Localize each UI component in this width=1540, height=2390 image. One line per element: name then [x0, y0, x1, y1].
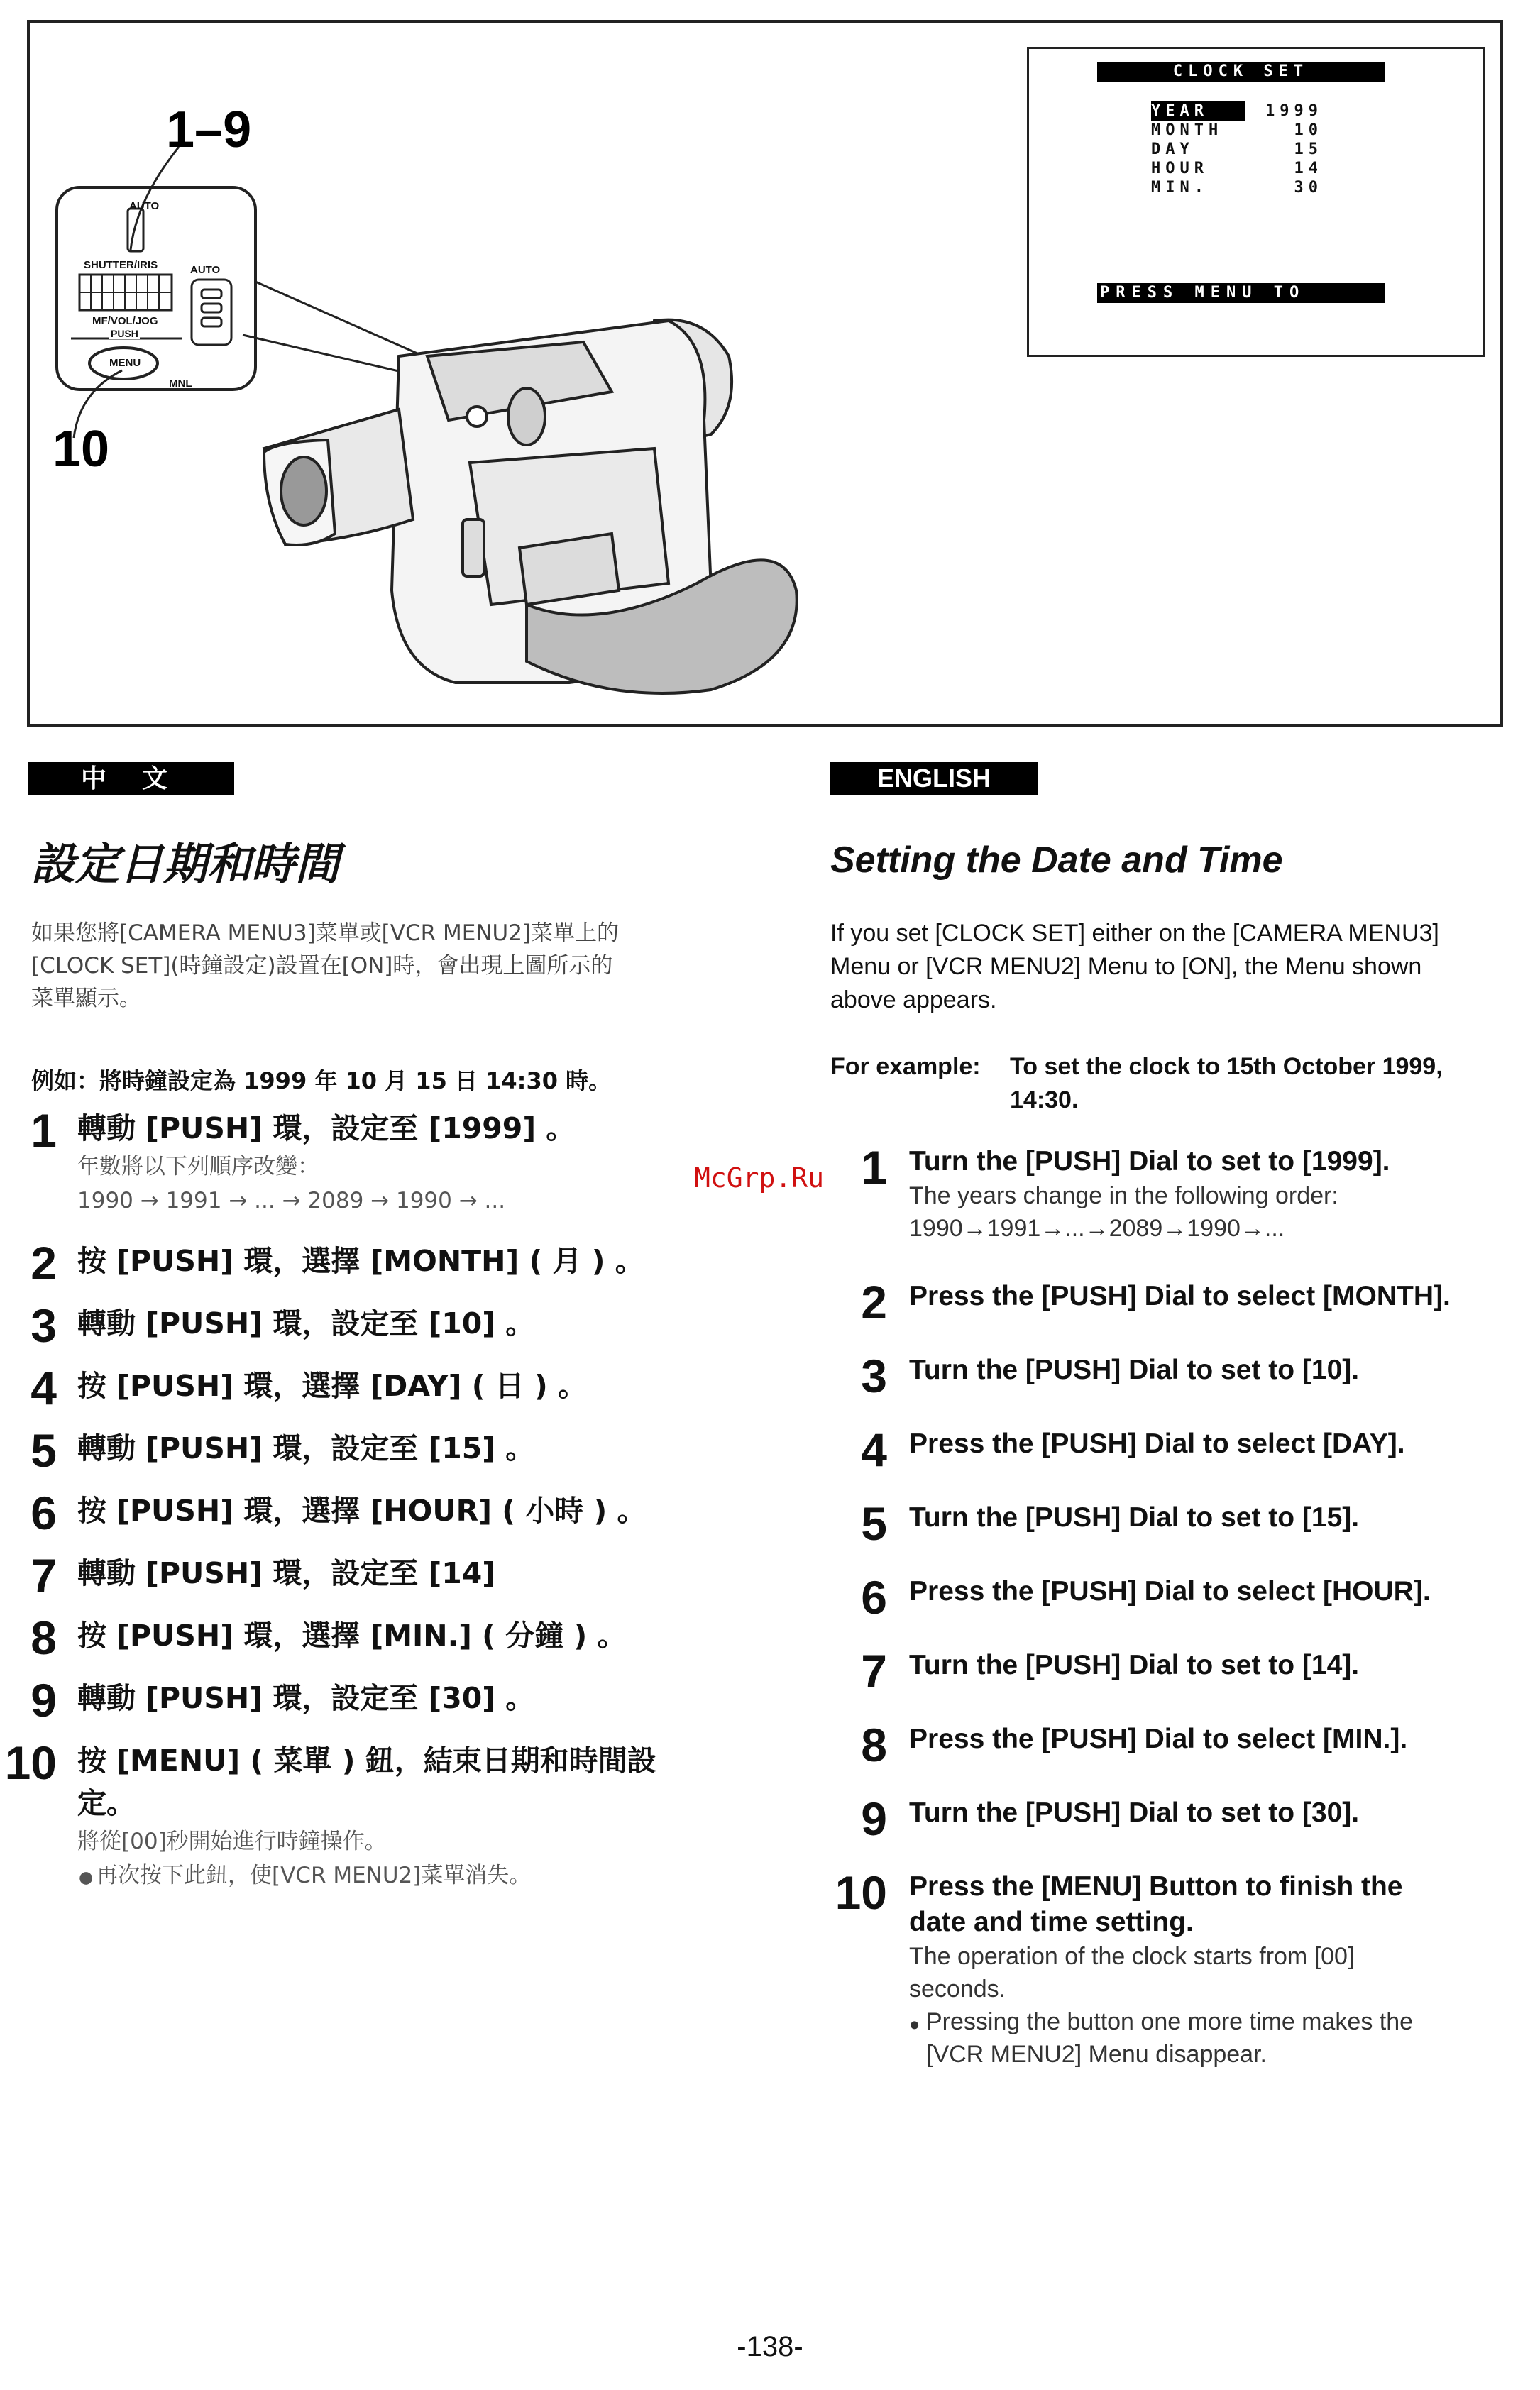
chinese-step-5: [1, 1424, 711, 1489]
step-text: 轉動 [PUSH] 環，設定至 [1999] 。: [77, 1111, 576, 1145]
step-number: 1: [861, 1141, 887, 1194]
chinese-intro: [31, 917, 619, 1015]
step-text: Press the [PUSH] Dial to select [MONTH].: [909, 1281, 1451, 1311]
step-note: The operation of the clock starts from [00]: [909, 1943, 1355, 1970]
step-note: 年數將以下列順序改變：: [77, 1154, 319, 1179]
chinese-intro-line-1: 如果您將[CAMERA MENU3]菜單或[VCR MENU2]菜單上的: [31, 920, 620, 946]
step-number: 10: [4, 1736, 57, 1789]
label-mnl: MNL: [169, 378, 192, 390]
step-text: Press the [PUSH] Dial to select [HOUR].: [909, 1576, 1431, 1607]
step-note: 1990→1991→...→2089→1990→...: [909, 1215, 1285, 1242]
chinese-intro-line-3: 菜單顯示。: [31, 986, 141, 1011]
step-bullet: ● Pressing the button one more time makes the: [926, 2005, 1526, 2038]
watermark-text: McGrp.Ru: [694, 1162, 825, 1194]
english-example: [830, 1050, 1443, 1117]
lcd-row-month: [1151, 121, 1323, 140]
english-step-10: [830, 1866, 1526, 2071]
step-bullet-continuation: [VCR MENU2] Menu disappear.: [926, 2041, 1267, 2068]
lcd-row-year: [1151, 101, 1323, 121]
step-note: seconds.: [909, 1976, 1006, 2003]
lcd-value-hour: 14: [1294, 160, 1323, 177]
english-step-7: [830, 1645, 1526, 1722]
step-number: 1: [31, 1104, 57, 1157]
english-intro-line-2: Menu or [VCR MENU2] Menu to [ON], the Menu shown: [830, 953, 1422, 980]
step-note: 1990 → 1991 → ... → 2089 → 1990 → ...: [77, 1188, 506, 1213]
step-number: 3: [31, 1299, 57, 1352]
label-menu: MENU: [109, 357, 141, 369]
lcd-label-day: DAY: [1151, 141, 1194, 158]
chinese-intro-line-2: [CLOCK SET](時鐘設定)設置在[ON]時，會出現上圖所示的: [31, 953, 613, 979]
chinese-step-10: [1, 1736, 711, 1893]
step-text: 按 [PUSH] 環，選擇 [MONTH] ( 月 ) 。: [77, 1244, 644, 1278]
step-bullet: ● 再次按下此鈕，使[VCR MENU2]菜單消失。: [96, 1858, 711, 1893]
lcd-value-month: 10: [1294, 121, 1323, 139]
step-number: 9: [861, 1792, 887, 1845]
step-number: 4: [861, 1423, 887, 1476]
step-text: Press the [PUSH] Dial to select [DAY].: [909, 1428, 1405, 1459]
step-text: Turn the [PUSH] Dial to set to [1999].: [909, 1146, 1390, 1177]
step-text: 轉動 [PUSH] 環，設定至 [14]: [77, 1556, 496, 1590]
step-text: 轉動 [PUSH] 環，設定至 [15] 。: [77, 1431, 535, 1465]
chinese-steps: [1, 1104, 711, 1893]
lcd-label-month: MONTH: [1151, 121, 1223, 139]
chinese-step-4: [1, 1362, 711, 1427]
chinese-language-tag: 中 文: [28, 762, 234, 795]
step-text: Turn the [PUSH] Dial to set to [30].: [909, 1797, 1360, 1828]
english-intro-line-1: If you set [CLOCK SET] either on the [CAMERA MENU3]: [830, 920, 1439, 947]
step-text: 轉動 [PUSH] 環，設定至 [10] 。: [77, 1306, 535, 1340]
step-number: 5: [861, 1497, 887, 1550]
step-number: 5: [31, 1424, 57, 1477]
step-text: 定。: [77, 1786, 136, 1820]
step-text: date and time setting.: [909, 1907, 1194, 1937]
english-example-line-1: To set the clock to 15th October 1999,: [1010, 1053, 1443, 1080]
chinese-step-7: [1, 1549, 711, 1614]
step-number: 8: [31, 1612, 57, 1664]
english-example-label: For example:: [830, 1053, 981, 1080]
english-step-2: [830, 1276, 1526, 1353]
english-intro: [830, 917, 1439, 1017]
lcd-label-hour: HOUR: [1151, 160, 1209, 177]
lcd-value-day: 15: [1294, 141, 1323, 158]
label-auto-top: AUTO: [129, 200, 160, 212]
chinese-step-2: [1, 1237, 711, 1302]
step-note: The years change in the following order:: [909, 1182, 1338, 1209]
chinese-step-6: [1, 1489, 711, 1552]
step-text: Turn the [PUSH] Dial to set to [10].: [909, 1355, 1360, 1385]
callout-step-10: 10: [53, 421, 110, 478]
english-step-8: [830, 1719, 1526, 1795]
label-auto-switch: AUTO: [190, 264, 221, 276]
english-step-5: [830, 1497, 1526, 1574]
step-text: 按 [MENU] ( 菜單 ) 鈕，結束日期和時間設: [77, 1744, 656, 1778]
chinese-step-1: [1, 1104, 711, 1240]
page-number: -138-: [737, 2331, 803, 2362]
step-number: 7: [31, 1549, 57, 1602]
step-text: 按 [PUSH] 環，選擇 [MIN.] ( 分鐘 ) 。: [77, 1619, 627, 1653]
lcd-row-day: [1151, 140, 1323, 159]
english-step-3: [830, 1350, 1526, 1426]
lcd-value-min: 30: [1294, 179, 1323, 197]
english-example-line-2: 14:30.: [1010, 1086, 1079, 1113]
step-number: 6: [861, 1571, 887, 1624]
lcd-row-min: [1151, 178, 1323, 197]
english-heading: Setting the Date and Time: [830, 839, 1283, 881]
label-push: PUSH: [111, 328, 138, 339]
step-number: 10: [835, 1866, 887, 1919]
eyepiece: [281, 457, 326, 525]
lcd-row-hour: [1151, 159, 1323, 178]
english-step-6: [830, 1571, 1526, 1648]
step-number: 3: [861, 1350, 887, 1402]
step-text: Turn the [PUSH] Dial to set to [15].: [909, 1502, 1360, 1533]
auto-lever: [128, 209, 143, 251]
english-step-9: [830, 1792, 1526, 1869]
lcd-value-year: 1999: [1265, 102, 1323, 120]
english-steps: [830, 1141, 1526, 2071]
chinese-step-9: [1, 1674, 711, 1739]
chinese-step-3: [1, 1299, 711, 1365]
step-text: Turn the [PUSH] Dial to set to [14].: [909, 1650, 1360, 1680]
label-shutter-iris: SHUTTER/IRIS: [84, 259, 158, 271]
chinese-step-8: [1, 1614, 711, 1677]
chinese-example: 例如：將時鐘設定為 1999 年 10 月 15 日 14:30 時。: [31, 1067, 612, 1094]
step-number: 2: [861, 1276, 887, 1328]
step-text: 按 [PUSH] 環，選擇 [HOUR] ( 小時 ) 。: [77, 1494, 647, 1528]
step-text: Press the [MENU] Button to finish the: [909, 1871, 1403, 1902]
english-step-4: [830, 1423, 1526, 1500]
english-step-1: [830, 1141, 1526, 1279]
english-language-tag: ENGLISH: [830, 762, 1038, 795]
step-note: 將從[00]秒開始進行時鐘操作。: [77, 1829, 387, 1854]
step-text: 轉動 [PUSH] 環，設定至 [30] 。: [77, 1681, 535, 1715]
clock-set-lcd-screen: [1027, 47, 1485, 357]
step-number: 8: [861, 1719, 887, 1771]
step-text: 按 [PUSH] 環，選擇 [DAY] ( 日 ) 。: [77, 1369, 588, 1403]
lcd-label-year: YEAR: [1151, 101, 1245, 121]
step-number: 7: [861, 1645, 887, 1697]
lcd-label-min: MIN.: [1151, 179, 1209, 197]
step-number: 9: [31, 1674, 57, 1727]
callout-steps-1-9: 1–9: [166, 101, 252, 158]
chinese-heading: 設定日期和時間: [31, 838, 340, 890]
step-number: 6: [31, 1487, 57, 1539]
label-mf-vol-jog: MF/VOL/JOG: [92, 315, 158, 327]
zoom-dial: [508, 388, 545, 445]
english-intro-line-3: above appears.: [830, 986, 997, 1013]
camcorder-figure: [27, 20, 1503, 727]
step-number: 2: [31, 1237, 57, 1289]
lcd-footer: PRESS MENU TO RETURN: [1097, 283, 1385, 303]
step-number: 4: [31, 1362, 57, 1414]
lcd-header: CLOCK SET: [1097, 62, 1385, 82]
step-text: Press the [PUSH] Dial to select [MIN.].: [909, 1724, 1408, 1754]
